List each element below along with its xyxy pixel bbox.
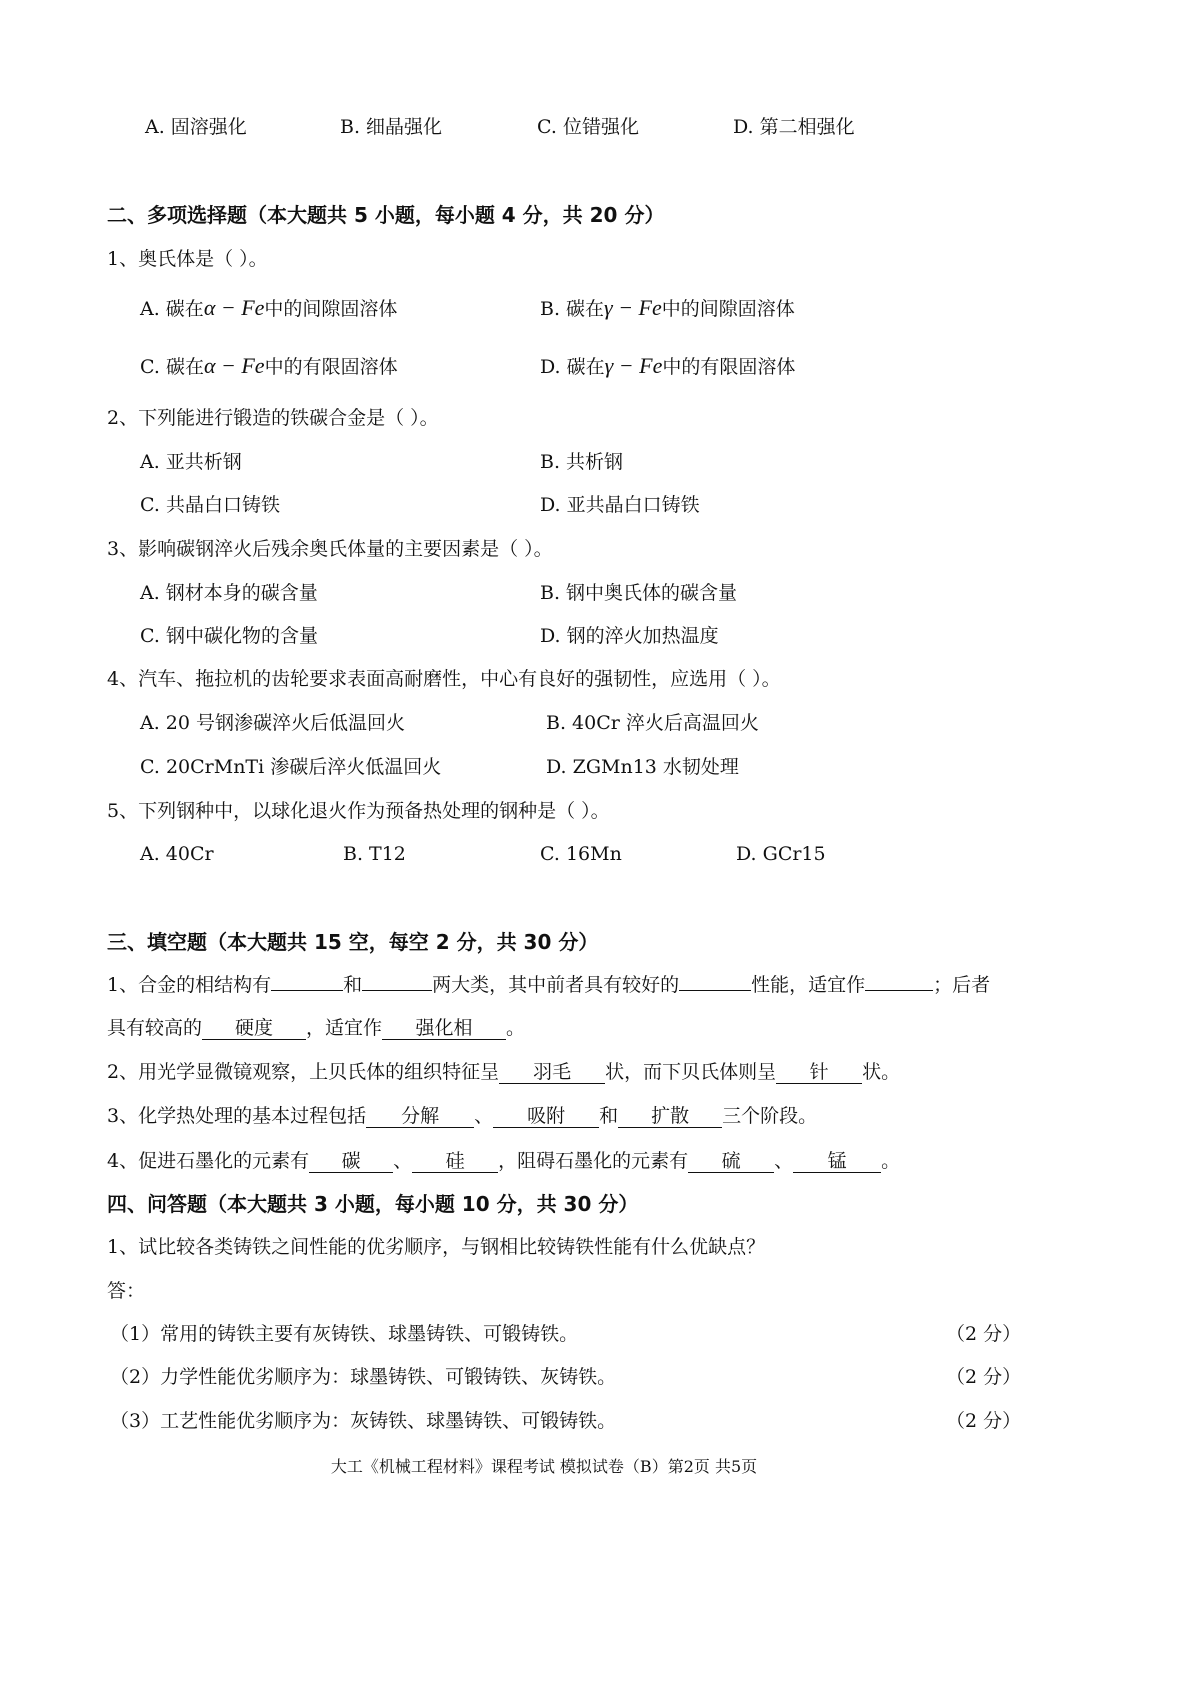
s2-q2-option-a: A. 亚共析钢 [140, 451, 242, 473]
alpha-fe-formula: α − Fe [203, 295, 265, 320]
fill-blank-answer: 硫 [688, 1152, 774, 1173]
prev-option-b: B. 细晶强化 [340, 116, 443, 138]
s2-q4-option-c: C. 20CrMnTi 渗碳后淬火低温回火 [140, 756, 442, 778]
s2-q4-stem: 4、汽车、拖拉机的齿轮要求表面高耐磨性，中心有良好的强韧性，应选用（ ）。 [107, 668, 781, 690]
section4-heading: 四、问答题（本大题共 3 小题，每小题 10 分，共 30 分） [107, 1192, 639, 1216]
s2-q5-option-a: A. 40Cr [140, 843, 214, 865]
answer-label: 答： [107, 1280, 146, 1302]
s2-q3-stem: 3、影响碳钢淬火后残余奥氏体量的主要因素是（ ）。 [107, 538, 553, 560]
s2-q1-stem: 1、奥氏体是（ ）。 [107, 248, 268, 270]
gamma-fe-formula: γ − Fe [604, 353, 663, 378]
fill-blank [679, 990, 751, 991]
section3-heading: 三、填空题（本大题共 15 空，每空 2 分，共 30 分） [107, 930, 599, 954]
answer-line-1: （1）常用的铸铁主要有灰铸铁、球墨铸铁、可锻铸铁。 [110, 1323, 579, 1345]
s2-q1-option-d: D. 碳在γ − Fe中的有限固溶体 [540, 353, 796, 378]
answer-score-1: （2 分） [946, 1323, 1022, 1345]
s2-q3-option-a: A. 钢材本身的碳含量 [140, 582, 318, 604]
answer-score-3: （2 分） [946, 1410, 1022, 1432]
s2-q3-option-d: D. 钢的淬火加热温度 [540, 625, 719, 647]
gamma-fe-formula: γ − Fe [604, 295, 662, 320]
fill-blank [865, 990, 933, 991]
s2-q5-option-b: B. T12 [343, 843, 406, 865]
s2-q4-option-a: A. 20 号钢渗碳淬火后低温回火 [140, 712, 406, 734]
s2-q2-option-c: C. 共晶白口铸铁 [140, 494, 280, 516]
prev-option-c: C. 位错强化 [537, 116, 639, 138]
s2-q2-option-d: D. 亚共晶白口铸铁 [540, 494, 700, 516]
s2-q3-option-b: B. 钢中奥氏体的碳含量 [540, 582, 738, 604]
s2-q4-option-d: D. ZGMn13 水韧处理 [546, 756, 739, 778]
fill-blank-answer: 扩散 [618, 1107, 722, 1128]
s4-q1-stem: 1、试比较各类铸铁之间性能的优劣顺序，与钢相比较铸铁性能有什么优缺点？ [107, 1236, 766, 1258]
section2-heading: 二、多项选择题（本大题共 5 小题，每小题 4 分，共 20 分） [107, 203, 665, 227]
fill-blank-answer: 针 [776, 1063, 862, 1084]
fill-blank [271, 990, 343, 991]
fill-blank-answer: 分解 [366, 1107, 474, 1128]
fill-blank-answer: 碳 [309, 1152, 393, 1173]
s3-q1-line2: 具有较高的 硬度 ，适宜作 强化相 。 [107, 1017, 526, 1039]
s3-q3: 3、化学热处理的基本过程包括 分解 、 吸附 和 扩散 三个阶段。 [107, 1105, 818, 1127]
s3-q1-line1: 1、合金的相结构有 和 两大类，其中前者具有较好的 性能，适宜作 ；后者 [107, 974, 991, 996]
s2-q4-option-b: B. 40Cr 淬火后高温回火 [546, 712, 759, 734]
prev-option-d: D. 第二相强化 [733, 116, 855, 138]
answer-score-2: （2 分） [946, 1366, 1022, 1388]
prev-option-a: A. 固溶强化 [145, 116, 247, 138]
fill-blank-answer: 硅 [412, 1152, 498, 1173]
s2-q5-stem: 5、下列钢种中，以球化退火作为预备热处理的钢种是（ ）。 [107, 800, 610, 822]
s3-q4: 4、促进石墨化的元素有 碳 、 硅 ，阻碍石墨化的元素有 硫 、 锰 。 [107, 1150, 901, 1172]
fill-blank-answer: 羽毛 [499, 1063, 605, 1084]
s2-q2-option-b: B. 共析钢 [540, 451, 624, 473]
s2-q1-option-c: C. 碳在α − Fe中的有限固溶体 [140, 353, 398, 378]
alpha-fe-formula: α − Fe [203, 353, 265, 378]
fill-blank-answer: 锰 [793, 1152, 881, 1173]
answer-line-3: （3）工艺性能优劣顺序为：灰铸铁、球墨铸铁、可锻铸铁。 [110, 1410, 617, 1432]
s2-q5-option-c: C. 16Mn [540, 843, 622, 865]
fill-blank-answer: 吸附 [493, 1107, 599, 1128]
s2-q3-option-c: C. 钢中碳化物的含量 [140, 625, 318, 647]
fill-blank-answer: 硬度 [202, 1019, 306, 1040]
s2-q2-stem: 2、下列能进行锻造的铁碳合金是（ ）。 [107, 407, 439, 429]
s3-q2: 2、用光学显微镜观察，上贝氏体的组织特征呈 羽毛 状，而下贝氏体则呈 针 状。 [107, 1061, 901, 1083]
fill-blank [362, 990, 432, 991]
page-footer: 大工《机械工程材料》课程考试 模拟试卷（B）第2页 共5页 [330, 1457, 758, 1476]
s2-q1-option-a: A. 碳在α − Fe中的间隙固溶体 [140, 295, 398, 320]
s2-q1-option-b: B. 碳在γ − Fe中的间隙固溶体 [540, 295, 795, 320]
fill-blank-answer: 强化相 [382, 1019, 506, 1040]
s2-q5-option-d: D. GCr15 [736, 843, 826, 865]
answer-line-2: （2）力学性能优劣顺序为：球墨铸铁、可锻铸铁、灰铸铁。 [110, 1366, 617, 1388]
